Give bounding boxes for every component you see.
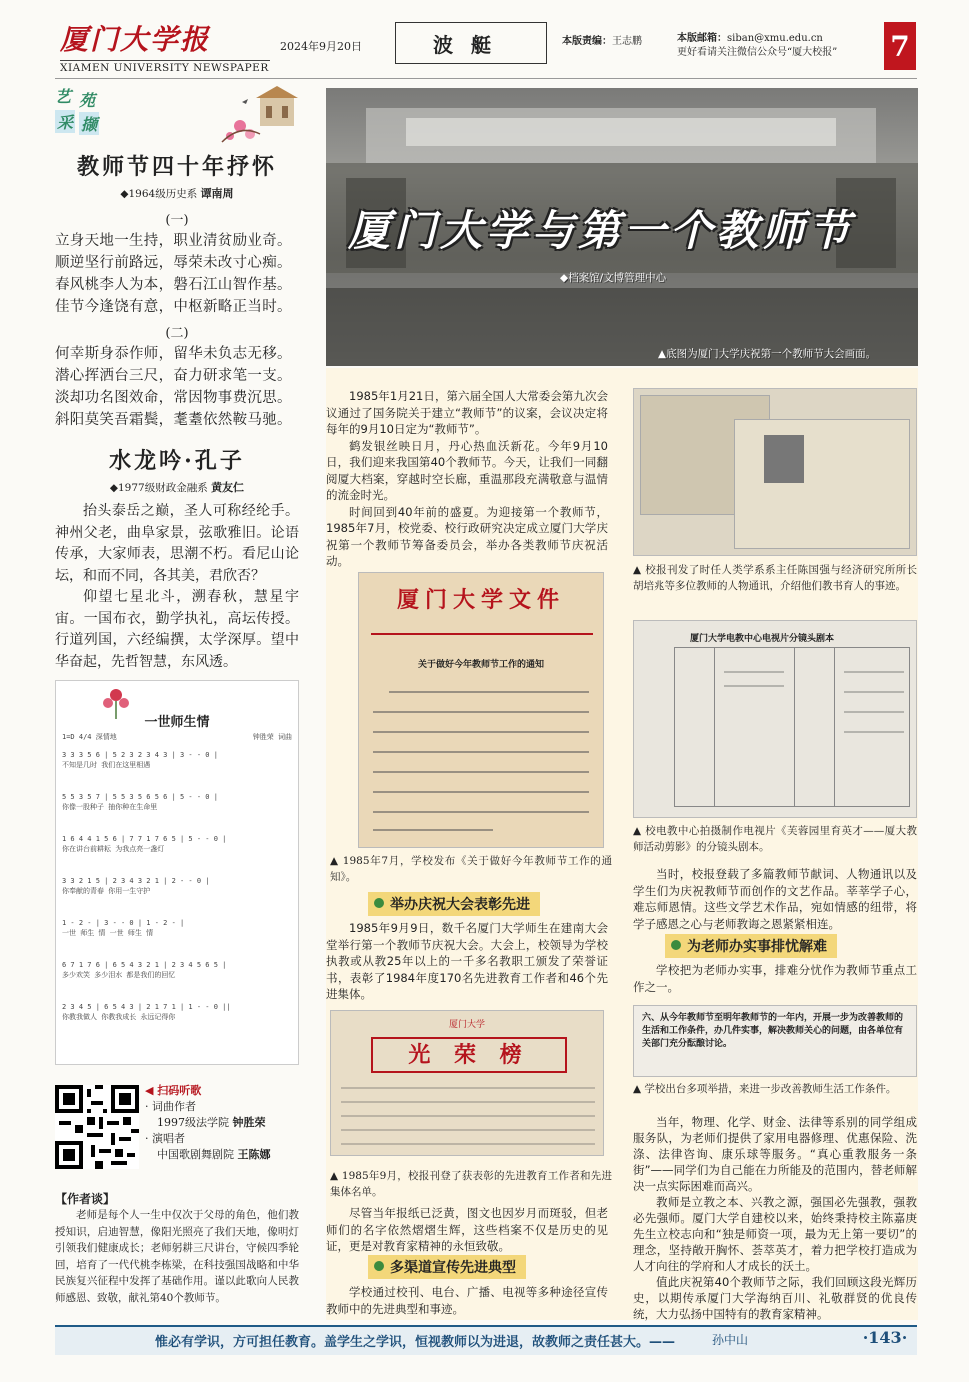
- score-row: 1 6 4 4 1 5 6 | 7 7 1 7 6 5 | 5 - - 0 |: [62, 835, 227, 843]
- news-caption: ▲ 校报刊发了时任人类学系系主任陈国强与经济研究所所长胡培兆等多位教师的人物通讯，介绍他们教书育人的事迹。: [633, 564, 917, 592]
- poem2-author: 黄友仁: [211, 481, 245, 494]
- lyricist-name: 钟胜荣: [232, 1116, 266, 1129]
- script-caption: ▲ 校电教中心拍摄制作电视片《芙蓉园里育英才——厦大教师活动剪影》的分镜头剧本。: [633, 825, 917, 853]
- footer-motto-author: 孙中山: [712, 1333, 749, 1347]
- honor-masthead: 厦门大学: [449, 1020, 486, 1030]
- poem1-author-dept: ◆1964级历史系: [120, 188, 198, 200]
- singer-line: [145, 1147, 305, 1163]
- song-title: 一世师生情: [144, 715, 210, 730]
- measures-text: 六、从今年教师节至明年教师节的一年内，开展一步为改善教师的生活和工作条件，办几件实事，解决教师关心的问题，由各单位有关部门充分酝酿讨论。: [642, 1013, 904, 1049]
- notice-document-photo: [358, 572, 604, 848]
- hero-caption: ▲底图为厦门大学庆祝第一个教师节大会画面。: [658, 348, 877, 360]
- poem-line: 淡却功名图效命，常因物事费沉思。: [55, 390, 292, 406]
- arts-column-tag: [55, 84, 105, 136]
- email-label: 本版邮箱：: [677, 33, 727, 44]
- poem1-block: [55, 150, 299, 431]
- score-row: 2 3 4 5 | 6 5 4 3 | 2 1 7 1 | 1 - - 0 ||: [62, 1003, 231, 1011]
- art-text: 当时，校报登载了多篇教师节献词、人物通讯以及学生们为庆祝教师节而创作的文艺作品。莘莘学子心，难忘师恩情。这些文学艺术作品，宛如情感的纽带，将学子感恩之心与老师教诲之恩紧紧相连。: [633, 867, 917, 931]
- newspaper-name-en: XIAMEN UNIVERSITY NEWSPAPER: [60, 62, 269, 74]
- section-heading: [368, 891, 540, 917]
- song-sheet: [55, 680, 299, 1065]
- qr-code[interactable]: [55, 1085, 139, 1169]
- poem1-author: 谭南周: [200, 187, 234, 200]
- tag-char: 艺: [55, 87, 72, 106]
- poem-line: 春风桃李人为本，磐石江山智作基。: [55, 277, 292, 293]
- issue-date: 2024年9月20日: [280, 40, 362, 53]
- honor-title: 光 荣 榜: [371, 1037, 567, 1073]
- feature-title: 厦门大学与第一个教师节: [348, 206, 855, 255]
- intro-paragraph: 时间回到40年前的盛夏。为迎接第一个教师节，1985年7月，校党委、校行政研究决定成立厦门大学庆祝第一个教师节筹备委员会，举办各类教师节庆祝活动。: [326, 504, 608, 568]
- tag-char: 撷: [79, 112, 99, 135]
- script-title: 厦门大学电教中心电视片分镜头剧本: [690, 634, 835, 644]
- masthead: [60, 18, 270, 73]
- singer-unit: 中国歌剧舞剧院: [157, 1148, 234, 1161]
- closing-text: [633, 1114, 917, 1322]
- stanza-number: (二): [165, 326, 189, 341]
- score-row: 3 3 2 1 5 | 2 3 4 3 2 1 | 2 - - 0 |: [62, 877, 210, 885]
- author-note-body: 老师是每个人一生中仅次于父母的角色，他们教授知识，启迪智慧，像阳光照亮了我们天地，像明灯引领我们健康成长；老师躬耕三尺讲台，守候四季轮回，培育了一代代桃李栋梁，在科技强国战略和中华民族复兴征程中发挥了基础作用。谨以此歌向人民教师感恩、致敬，献礼第40个教师节。: [55, 1209, 299, 1304]
- section-heading-text: 为老师办实事排忧解难: [665, 934, 837, 958]
- section1-text: 1985年9月9日，数千名厦门大学师生在建南大会堂举行第一个教师节庆祝大会。大会上，校领导为学校执教或从教25年以上的一千多名教职工颁发了荣誉证书，表彰了1984年度170名先进教育工作者和46个先进集体。: [326, 921, 608, 1001]
- section-heading-text: 多渠道宣传先进典型: [368, 1255, 526, 1279]
- poem2-paragraph: 抬头泰岳之巅，圣人可称经纶手。神州父老，曲阜家景，弦歌雅旧。论语传承，大家师表，思潮不朽。看尼山论坛，和而不同，各其美，君欣否？: [55, 503, 299, 584]
- poem-line: 潜心挥洒台三尺，奋力研求笔一支。: [55, 368, 292, 384]
- editor-label: 本版责编：: [562, 36, 612, 47]
- author-note: [55, 1190, 299, 1306]
- doc-caption: ▲ 1985年7月，学校发布《关于做好今年教师节工作的通知》。: [330, 855, 612, 883]
- section2-text: 学校通过校刊、电台、广播、电视等多种途径宣传教师中的先进典型和事迹。: [326, 1285, 608, 1316]
- honor-text: 尽管当年报纸已泛黄，图文也因岁月而斑驳，但老师们的名字依然熠熠生辉，这些档案不仅是历史的见证，更是对教育家精神的永恒致敬。: [326, 1206, 608, 1253]
- poem-line: 顺逆坚行前路远，辱荣未改寸心痴。: [55, 255, 292, 271]
- score-row: 6 7 1 7 6 | 6 5 4 3 2 1 | 2 3 4 5 6 5 |: [62, 961, 227, 969]
- section-heading: [665, 933, 837, 959]
- honor-caption: ▲ 1985年9月，校报刊登了获表彰的先进教育工作者和先进集体名单。: [330, 1170, 612, 1198]
- lyric-row: 一世 师生 情 一世 师生 情: [62, 929, 154, 937]
- singer-label: · 演唱者: [145, 1132, 185, 1145]
- poem2-block: [55, 444, 299, 673]
- tag-char: 采: [55, 110, 75, 133]
- wechat-note: 更好看请关注微信公众号“厦大校报”: [677, 47, 838, 58]
- lyricist-label: · 词曲作者: [145, 1100, 196, 1113]
- closing-paragraph: 教师是立教之本、兴教之源，强国必先强教，强教必先强师。厦门大学自建校以来，始终秉持校主陈嘉庚先生立校志向和“独是师资一项，最为无上第一要切”的理念，坚持敞开胸怀、荟萃英才，着力把学校打造成为人才向往的学府和人才成长的沃土。: [633, 1195, 917, 1273]
- score-row: 3 3 3 5 6 | 5 2 3 2 3 4 3 | 3 - - 0 |: [62, 751, 218, 759]
- poem-line: 立身天地一生持，职业清贫励业奇。: [55, 233, 292, 249]
- lyric-row: 你奉献的青春 你用一生守护: [62, 887, 151, 895]
- clipping-2: [734, 419, 910, 549]
- measures-caption: ▲ 学校出台多项举措，来进一步改善教师生活工作条件。: [633, 1083, 897, 1095]
- poem2-title: 水龙吟·孔子: [109, 448, 245, 474]
- scan-title: ◀ 扫码听歌: [145, 1084, 202, 1097]
- score-row: 1 - 2 - | 3 - - 0 | 1 - 2 - |: [62, 919, 185, 927]
- editor-name: 王志鹏: [612, 36, 642, 47]
- section-name: 波艇: [395, 22, 547, 64]
- poem-line: 何幸斯身忝作师，留华未负志无移。: [55, 346, 292, 362]
- closing-paragraph: 当年，物理、化学、财金、法律等系别的同学组成服务队，为老师们提供了家用电器修理、优惠保险、洗涤、法律咨询、康乐球等服务。“真心重教服务一条街”——同学们为自己能在力所能及的范围内，替老师解决一点实际困难而高兴。: [633, 1115, 917, 1193]
- poem2-byline: [55, 479, 299, 495]
- author-note-title: 【作者谈】: [55, 1192, 116, 1206]
- contact-info: [677, 32, 837, 60]
- lyricist-unit: 1997级法学院: [157, 1116, 229, 1129]
- script-document-photo: [633, 620, 917, 818]
- page-number-badge: 7: [884, 22, 916, 70]
- closing-paragraph: 值此庆祝第40个教师节之际，我们回顾这段光辉历史，以期传承厦门大学海纳百川、礼敬群贤的优良传统，大力弘扬中国特有的教育家精神。: [633, 1275, 917, 1321]
- intro-paragraph: 鹤发银丝映日月，丹心热血沃新花。今年9月10日，我们迎来我国第40个教师节。今天，让我们一同翻阅厦大档案，穿越时空长廊，重温那段充满敬意与温情的流金时光。: [326, 438, 608, 502]
- singer-name: 王陈娜: [237, 1148, 271, 1161]
- editor-info: [562, 32, 642, 47]
- intro-paragraph: 1985年1月21日，第六届全国人大常委会第九次会议通过了国务院关于建立“教师节”的议案，会议决定将每年的9月10日定为“教师节”。: [326, 389, 608, 436]
- portrait-photo: [764, 435, 804, 483]
- header-divider: [55, 78, 917, 79]
- footer-page-number: ·143·: [862, 1328, 908, 1347]
- measures-document-photo: [633, 1005, 917, 1077]
- doc-subheading: 关于做好今年教师节工作的通知: [417, 660, 544, 670]
- poem1-byline: [55, 185, 299, 201]
- tag-char: 苑: [79, 91, 96, 110]
- honor-roll-photo: [330, 1010, 604, 1156]
- footer-motto: 惟必有学识，方可担任教育。盖学生之学识，恒视教师以为进退，故教师之责任甚大。——: [155, 1335, 676, 1350]
- poem-line: 佳节今逢饶有意，中枢新略正当时。: [55, 299, 292, 315]
- email-address[interactable]: siban@xmu.edu.cn: [727, 33, 823, 44]
- section-heading: [368, 1254, 526, 1280]
- scan-info: [145, 1083, 305, 1163]
- lyric-row: 你教我做人 你教我成长 永远记得你: [62, 1013, 176, 1021]
- poem2-paragraph: 仰望七星北斗，溯春秋，慧星宇宙。一国布衣，勤学执礼，高坛传授。行道列国，六经编撰，太学深厚。望中华奋起，先哲智慧，东风透。: [55, 589, 299, 670]
- song-key: 1=D 4/4 深情地: [62, 733, 117, 741]
- poem1-title: 教师节四十年抒怀: [76, 154, 277, 180]
- feature-intro: [326, 388, 608, 570]
- song-credit: 钟胜荣 词曲: [252, 733, 292, 741]
- score-row: 5 5 3 5 7 | 5 5 3 5 6 5 6 | 5 - - 0 |: [62, 793, 218, 801]
- doc-heading: 厦门大学文件: [396, 587, 565, 613]
- doc-rule: [371, 633, 593, 635]
- lyricist-line: [145, 1115, 305, 1131]
- newspaper-clippings-photo: [633, 388, 917, 556]
- poem-line: 斜阳莫笑吾霜鬓，耄耋依然鞍马驰。: [55, 412, 292, 428]
- lyric-row: 你在讲台前耕耘 为我点亮一盏灯: [62, 845, 165, 853]
- lyric-row: 多少欢笑 多少泪水 都是我们的回忆: [62, 971, 176, 979]
- newspaper-logo: 厦门大学报: [60, 23, 211, 56]
- feature-byline: ◆档案馆/文博管理中心: [560, 272, 667, 284]
- lyric-row: 你像一股种子 抽你种在生命里: [62, 803, 158, 811]
- poem2-author-dept: ◆1977级财政金融系: [109, 482, 208, 494]
- section3-text: 学校把为老师办实事，排难分忧作为教师节重点工作之一。: [633, 963, 917, 994]
- stanza-number: (一): [165, 213, 189, 228]
- lyric-row: 不知是几时 我们在这里相遇: [62, 761, 151, 769]
- section-heading-text: 举办庆祝大会表彰先进: [368, 892, 540, 916]
- building-flower-illustration: [110, 84, 300, 144]
